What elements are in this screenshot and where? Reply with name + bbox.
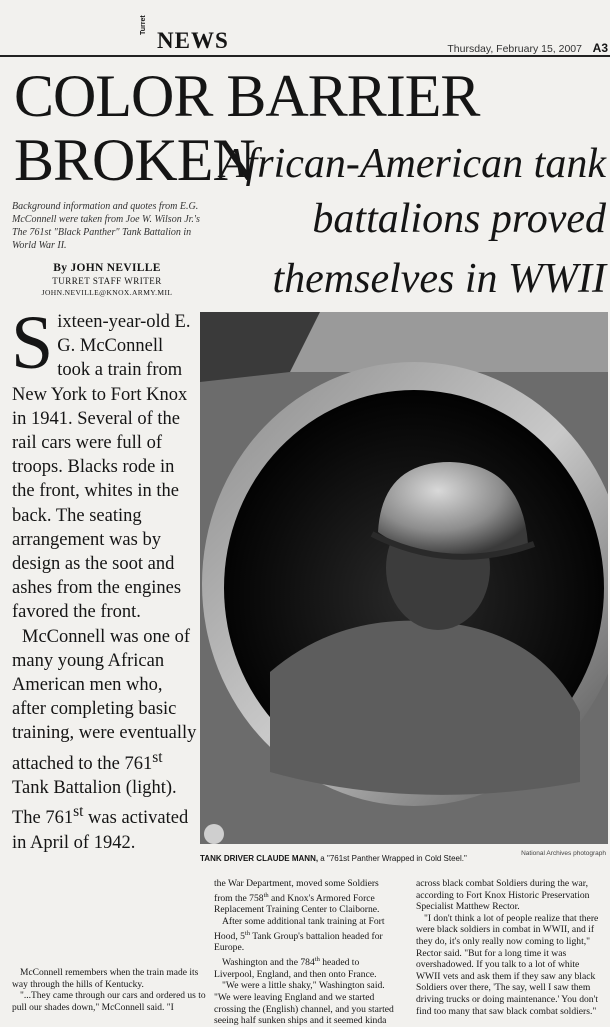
photo-corner-logo (204, 824, 224, 844)
caption-label: TANK DRIVER CLAUDE MANN, (200, 854, 319, 863)
tank-driver-photo (200, 312, 608, 844)
col2-para-1 (214, 878, 398, 916)
col2-para-2 (214, 916, 398, 954)
col2-p2-b: Tank Group's battalion headed for Europe. (214, 930, 383, 954)
bottom-left-text (12, 968, 206, 1014)
col2-p1-sup: th (263, 891, 269, 899)
headline-line-1: COLOR BARRIER (14, 63, 480, 129)
col2-para-3 (214, 954, 398, 980)
caption-text: a "761st Panther Wrapped in Cold Steel." (318, 854, 467, 863)
section-title: NEWS (157, 28, 229, 53)
lead-paragraph-2-part-b: Tank Battalion (light). The 761 (12, 778, 177, 829)
headline-line-2: BROKEN (14, 127, 255, 193)
col2-p2-a: After some additional tank training at Fort Hood, 5 (214, 915, 385, 942)
deck-line-1: African-American tank (219, 141, 606, 187)
col2-p2-sup: th (244, 929, 250, 937)
lead-paragraph-1-text: ixteen-year-old E. G. McConnell took a train from New York to Fort Knox in 1941. Several of the rail cars were full of troops. Blacks rode in the front, whites in the back. The seating arrangement was by design as the soot and ashes from the engines favored the front. (12, 312, 191, 623)
deck-line-3: themselves in WWII (272, 256, 606, 302)
intro-note: Background information and quotes from E.G. McConnell were taken from Joe W. Wilson Jr.'s The 761st "Black Panther" Tank Battalion in World War II. (12, 201, 200, 251)
col2-p3-sup: th (314, 955, 320, 963)
header-rule (0, 55, 610, 57)
article-column-3 (416, 878, 606, 1017)
col2-p1-a: the War Department, moved some Soldiers from the 758 (214, 878, 379, 904)
dateline: Thursday, February 15, 2007 (447, 43, 582, 55)
col2-p3-b: headed to Liverpool, England, and then onto France. (214, 957, 377, 980)
col2-para-4: "We were a little shaky," Washington said. "We were leaving England and we started crossing the (English) channel, and you started seeing half sunken ships and it seemed kinda (214, 980, 394, 1027)
photo-credit: National Archives photograph (521, 850, 606, 857)
byline-name: By JOHN NEVILLE (53, 262, 161, 274)
photo-caption (200, 854, 604, 863)
col3-para-2: "I don't think a lot of people realize that there were black soldiers in combat in WWII, and if they do, it's only really now coming to light," Rector said. "But for a long time it was overshadowed. If you talk to a lot of white WWII vets and ask them if they saw any black Soldiers over there, 'The say, well I saw them driving trucks or doing maintenance.' You don't find too many that saw black combat soldiers." (416, 912, 599, 1017)
byline-title: TURRET STAFF WRITER (52, 276, 162, 286)
col3-para-1: across black combat Soldiers during the war, according to Fort Knox Historic Preservation Specialist Matthew Rector. (416, 878, 590, 913)
page-number: A3 (592, 41, 608, 55)
deck-line-2: battalions proved (312, 196, 606, 242)
lead-paragraph-2 (12, 625, 198, 855)
bottom-left-para-2: "...They came through our cars and ordered us to pull our shades down," McConnell said. "I (12, 991, 206, 1013)
col2-p3-a: Washington and the 784 (222, 957, 315, 969)
lead-sup-1: st (152, 748, 163, 766)
col2-p1-b: and Knox's Armored Force Replacement Training Center to Claiborne. (214, 892, 380, 916)
photo-illustration (200, 312, 608, 844)
lead-sup-2: st (73, 803, 84, 821)
lead-paragraph-2-part-a: McConnell was one of many young African American men who, after completing basic training, were eventually attached to the 761 (12, 626, 197, 774)
drop-cap: S (11, 301, 54, 385)
bottom-left-para-1: McConnell remembers when the train made its way through the hills of Kentucky. (12, 968, 199, 990)
masthead-small-label: Turret (140, 15, 147, 35)
byline-email: JOHN.NEVILLE@KNOX.ARMY.MIL (41, 288, 173, 297)
lead-paragraph-1 (11, 301, 198, 625)
lead-paragraph-2-part-c: was activated in April of 1942. (12, 808, 189, 853)
lead-article-text (11, 301, 198, 855)
article-column-2 (214, 878, 398, 1027)
